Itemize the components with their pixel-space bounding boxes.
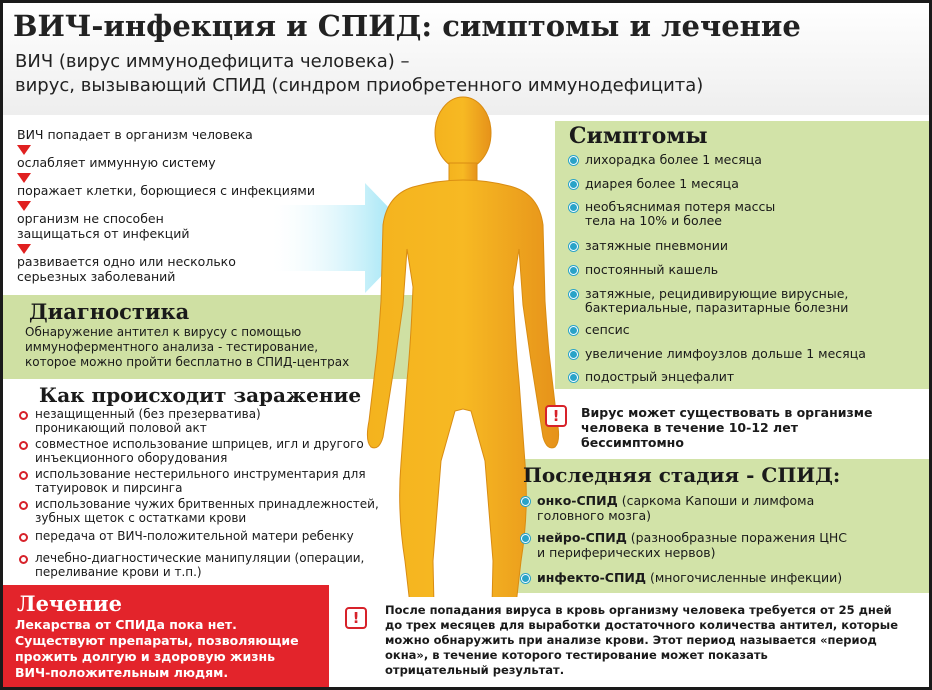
page-title: ВИЧ-инфекция и СПИД: симптомы и лечение	[13, 9, 801, 43]
symptom-6b: бактериальные, паразитарные болезни	[585, 300, 849, 315]
bullet-dot-icon	[569, 156, 578, 165]
last-stage-item-3-name: инфекто-СПИД	[537, 570, 647, 585]
symptom-4: затяжные пневмонии	[585, 238, 728, 253]
transmission-item-6b: переливание крови и т.п.)	[35, 565, 202, 579]
transmission-item-3a: использование нестерильного инструментария для	[35, 467, 366, 481]
symptom-6a: затяжные, рецидивирующие вирусные,	[585, 286, 849, 301]
bullet-dot-icon	[521, 534, 530, 543]
bullet-dot-icon	[569, 203, 578, 212]
symptom-9: подострый энцефалит	[585, 369, 735, 384]
human-silhouette	[343, 91, 583, 681]
symptoms-title: Симптомы	[569, 123, 708, 149]
last-stage-item-2a	[537, 530, 847, 545]
treatment-panel	[3, 585, 329, 687]
progression-step-3: поражает клетки, борющиеся с инфекциями	[17, 183, 315, 198]
last-stage-item-1-name: онко-СПИД	[537, 493, 618, 508]
bullet-dot-icon	[19, 555, 28, 564]
bullet-dot-icon	[19, 533, 28, 542]
transmission-item-4b: зубных щеток с остатками крови	[35, 511, 247, 525]
progression-step-5a: развивается одно или несколько	[17, 254, 236, 269]
arrow-down-icon	[17, 145, 31, 155]
warning-1-line-3: бессимптомно	[581, 435, 684, 450]
warning-2-line-5: отрицательный результат.	[385, 663, 565, 677]
symptom-5: постоянный кашель	[585, 262, 719, 277]
last-stage-item-3-desc: (многочисленные инфекции)	[646, 570, 843, 585]
bullet-dot-icon	[19, 411, 28, 420]
last-stage-title: Последняя стадия - СПИД:	[523, 463, 841, 487]
diagnostics-line-3: которое можно пройти бесплатно в СПИД-центрах	[25, 355, 350, 369]
transmission-item-1b: проникающий половой акт	[35, 421, 207, 435]
bullet-dot-icon	[19, 471, 28, 480]
exclamation-icon: !	[545, 405, 567, 427]
transmission-item-6a: лечебно-диагностические манипуляции (операции,	[35, 551, 365, 565]
diagnostics-line-2: иммуноферментного анализа - тестирование,	[25, 340, 319, 354]
arrow-down-icon	[17, 173, 31, 183]
warning-2-line-3: можно обнаружить при анализе крови. Этот период называется «период	[385, 633, 877, 647]
transmission-item-4a: использование чужих бритвенных принадлежностей,	[35, 497, 379, 511]
symptom-3a: необъяснимая потеря массы	[585, 199, 776, 214]
transmission-item-2b: инъекционного оборудования	[35, 451, 228, 465]
warning-2-line-1: После попадания вируса в кровь организму человека требуется от 25 дней	[385, 603, 892, 617]
bullet-dot-icon	[569, 350, 578, 359]
bullet-dot-icon	[569, 373, 578, 382]
bullet-dot-icon	[521, 497, 530, 506]
bullet-dot-icon	[569, 326, 578, 335]
warning-1-line-1: Вирус может существовать в организме	[581, 405, 873, 420]
warning-2-line-4: окна», в течение которого тестирование может показать	[385, 648, 768, 662]
last-stage-item-2-desc: (разнообразные поражения ЦНС	[626, 530, 848, 545]
progression-step-1: ВИЧ попадает в организм человека	[17, 127, 253, 142]
subtitle-line-1: ВИЧ (вирус иммунодефицита человека) –	[15, 51, 410, 72]
diagnostics-title: Диагностика	[29, 299, 190, 324]
subtitle-line-2: вирус, вызывающий СПИД (синдром приобретенного иммунодефицита)	[15, 75, 704, 96]
diagnostics-line-1: Обнаружение антител к вирусу с помощью	[25, 325, 302, 339]
transmission-title: Как происходит заражение	[39, 383, 362, 407]
last-stage-item-1a	[537, 493, 814, 508]
bullet-dot-icon	[19, 501, 28, 510]
symptom-8: увеличение лимфоузлов дольше 1 месяца	[585, 346, 866, 361]
bullet-dot-icon	[569, 290, 578, 299]
last-stage-item-1b: головного мозга)	[537, 508, 652, 523]
last-stage-item-2b: и периферических нервов)	[537, 545, 716, 560]
symptom-1: лихорадка более 1 месяца	[585, 152, 762, 167]
bullet-dot-icon	[569, 180, 578, 189]
last-stage-item-3	[537, 570, 842, 585]
progression-step-5b: серьезных заболеваний	[17, 269, 176, 284]
bullet-dot-icon	[569, 266, 578, 275]
progression-step-4a: организм не способен	[17, 211, 164, 226]
treatment-line-3: прожить долгую и здоровую жизнь	[15, 649, 276, 664]
progression-step-4b: защищаться от инфекций	[17, 226, 190, 241]
arrow-down-icon	[17, 201, 31, 211]
last-stage-item-1-desc: (саркома Капоши и лимфома	[617, 493, 815, 508]
transmission-item-1a: незащищенный (без презерватива)	[35, 407, 261, 421]
arrow-down-icon	[17, 244, 31, 254]
symptom-3b: тела на 10% и более	[585, 213, 722, 228]
warning-2-line-2: до трех месяцев для выработки достаточного количества антител, которые	[385, 618, 898, 632]
bullet-dot-icon	[521, 574, 530, 583]
treatment-line-1: Лекарства от СПИДа пока нет.	[15, 617, 237, 632]
treatment-title: Лечение	[17, 591, 122, 616]
warning-1-line-2: человека в течение 10-12 лет	[581, 420, 798, 435]
transmission-item-3b: татуировок и пирсинга	[35, 481, 183, 495]
last-stage-item-2-name: нейро-СПИД	[537, 530, 627, 545]
bullet-dot-icon	[19, 441, 28, 450]
progression-step-2: ослабляет иммунную систему	[17, 155, 216, 170]
transmission-item-2a: совместное использование шприцев, игл и другого	[35, 437, 364, 451]
bullet-dot-icon	[569, 242, 578, 251]
exclamation-icon: !	[345, 607, 367, 629]
transmission-item-5: передача от ВИЧ-положительной матери ребенку	[35, 529, 354, 543]
symptom-7: сепсис	[585, 322, 630, 337]
treatment-line-4: ВИЧ-положительным людям.	[15, 665, 229, 680]
symptom-2: диарея более 1 месяца	[585, 176, 739, 191]
treatment-line-2: Существуют препараты, позволяющие	[15, 633, 299, 648]
